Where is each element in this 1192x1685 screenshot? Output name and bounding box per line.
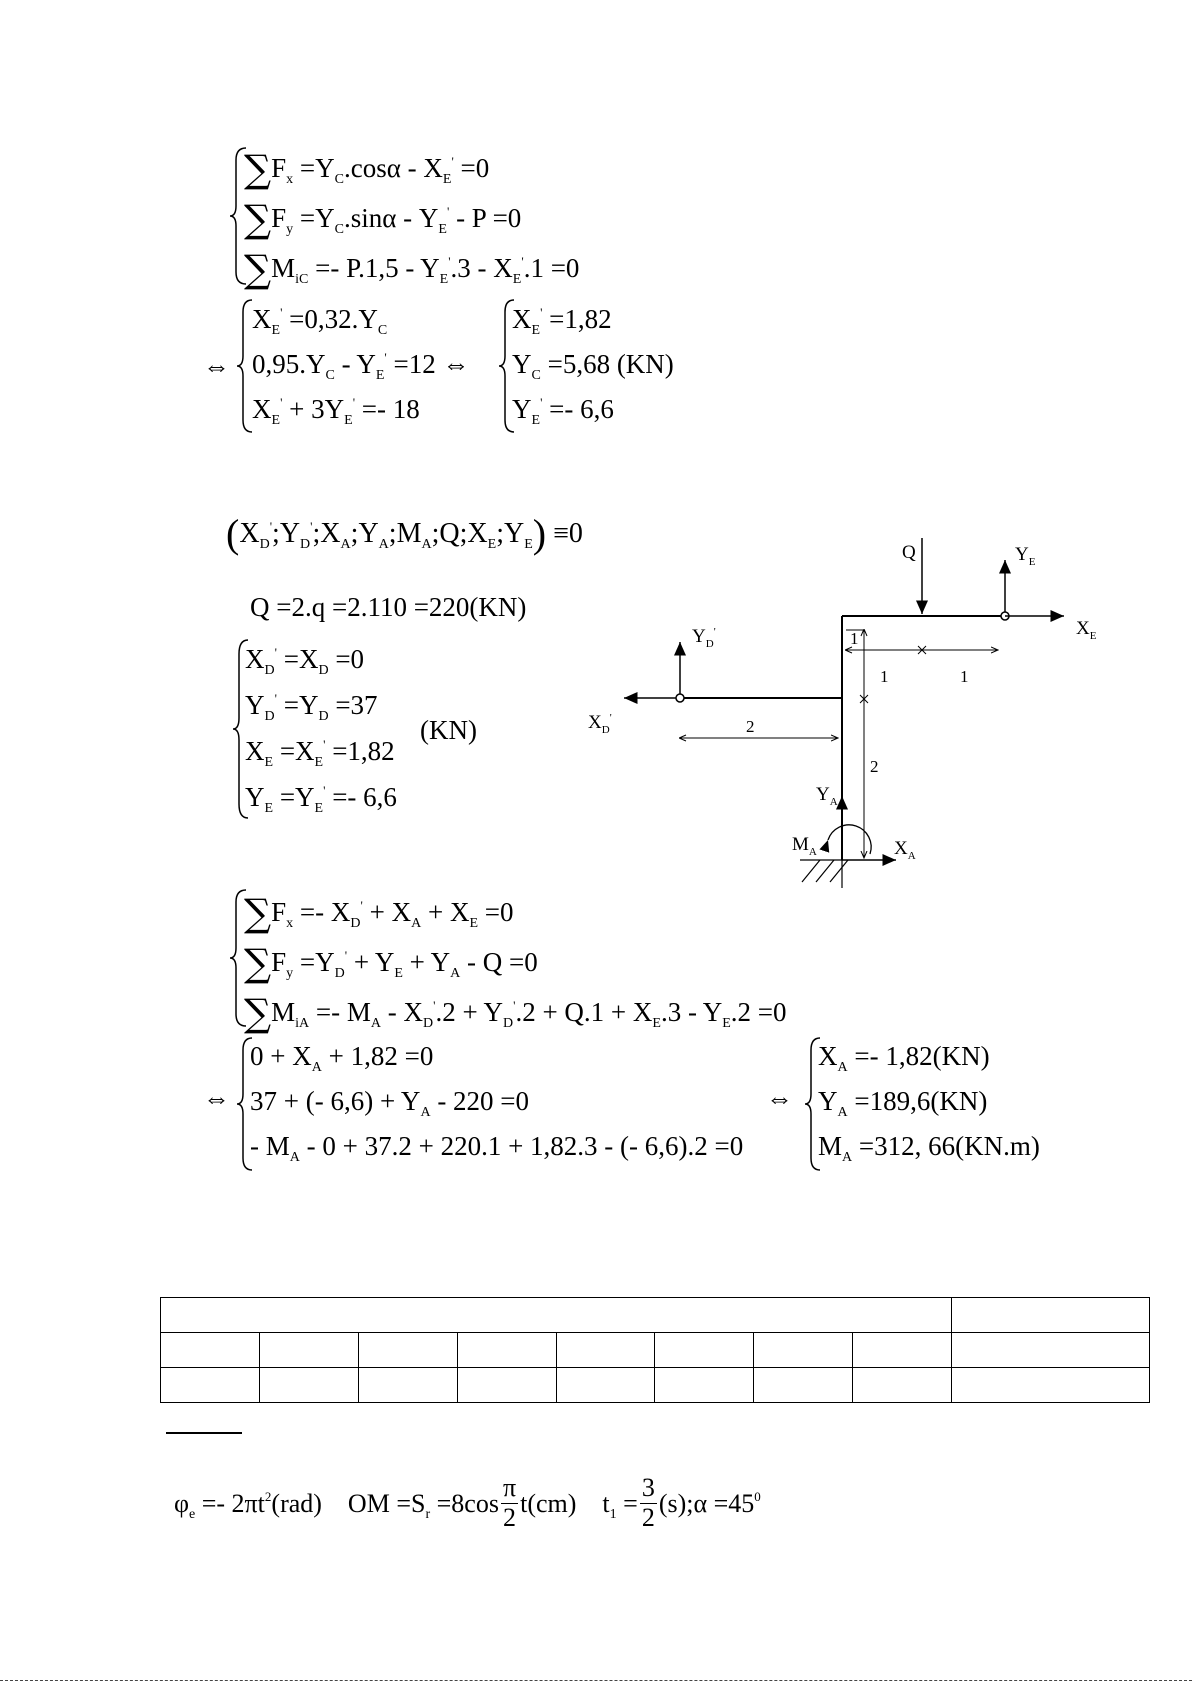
iff-symbol-3: ⇔ [203, 1083, 230, 1113]
unit-kn: (KN) [420, 715, 477, 745]
angle-phi: $\varphi_e =- 2\pi t^2(rad)$ [174, 1488, 322, 1522]
table-cell [358, 1368, 457, 1403]
label-xe: $X_E$ [1076, 618, 1097, 642]
equation-substituted-2: 37 + (- $6,6) + Y_A - 220 =0$ [250, 1086, 530, 1120]
label-xa: $X_A$ [894, 838, 916, 862]
time-and-angle: $t_1$ = $\frac{3}{2}$ (s);α $=45^0$ [602, 1473, 761, 1532]
result-xe: $X_E' =1,82$ [512, 304, 612, 338]
label-dim-1b: 1 [880, 667, 889, 686]
equation-xd: $X_D' =X_D =0$ [245, 644, 365, 678]
result-xa: $X_A =- 1,82(KN)$ [818, 1041, 990, 1075]
frame-free-body-diagram [580, 538, 1100, 898]
label-dim-1c: 1 [960, 667, 969, 686]
result-yc: $Y_C =5,68$ (KN) [512, 349, 674, 383]
table-cell [556, 1333, 655, 1368]
table-cell [161, 1298, 952, 1333]
equation-yc-ye: $0,95.Y_C - Y_E' =12$ ⇔ [252, 349, 470, 383]
table-cell [259, 1333, 358, 1368]
equation-sum-fx-1: $\sum F_x =Y_C.\cos\alpha - X_E' =0$ [244, 147, 490, 191]
equation-xe-prime: $X_E' =0,32.Y_C$ [252, 304, 388, 338]
iff-symbol-1: ⇔ [203, 351, 230, 381]
label-dim-2b: 2 [870, 757, 879, 776]
label-ye: $Y_E$ [1015, 544, 1036, 568]
q-calculation: Q =2.q =2.110 =220(KN) [250, 592, 527, 622]
dimension-lines [680, 630, 998, 858]
given-equations [174, 1474, 761, 1532]
equation-sum-fy-2: $\sum F_y =Y_D' + Y_E + Y_A - Q =0$ [244, 941, 538, 985]
table-cell [161, 1333, 260, 1368]
table-cell [754, 1368, 853, 1403]
blank-grid-table [160, 1297, 1150, 1403]
result-ma: $M_A =312$, 66(KN.m) [818, 1131, 1040, 1165]
label-yd: $Y_D'$ [692, 626, 716, 650]
equation-substituted-1: $0 + X_A + 1,82 =0$ [250, 1041, 434, 1075]
sigma-symbol: ∑ [244, 147, 272, 191]
joint-d [676, 694, 684, 702]
table-cell [952, 1333, 1150, 1368]
displacement-om: OM $=S_r =8\cos$ $\frac{\pi}{2}$ t(cm) [347, 1473, 577, 1532]
force-system-equivalence: $(X_D';Y_D';X_A;Y_A;M_A;Q;X_E;Y_E) \equiv 0$ [226, 511, 583, 556]
equation-ye: $Y_E =Y_E' =- 6,6$ [245, 782, 397, 816]
table-row [161, 1333, 1150, 1368]
label-ma: $M_A$ [792, 834, 817, 858]
equation-sum-mia: $\sum M_{iA} =- M_A - X_D'.2 + Y_D'.2 + Q.1 + X_E.3 - Y_E.2 =0$ [244, 991, 787, 1035]
result-ya: $Y_A =189,6(KN)$ [818, 1086, 988, 1120]
label-ya: $Y_A$ [816, 784, 838, 808]
table-cell [952, 1368, 1150, 1403]
equation-substituted-3: - $M_A - 0 + 37.2 + 220.1 + 1,82.3$ - (- 6,6).2 =0 [250, 1131, 744, 1165]
table-cell [952, 1298, 1150, 1333]
label-xd: $X_D'$ [588, 712, 612, 736]
equation-sum-fx-2: $\sum F_x =- X_D' + X_A + X_E =0$ [244, 891, 514, 935]
heading-underline [166, 1432, 242, 1434]
table-cell [259, 1368, 358, 1403]
table-row [161, 1368, 1150, 1403]
equation-sum-mic-1: $\sum M_{iC} =- P.1,5 - Y_E'.3 - X_E'.1 =0$ [244, 247, 580, 291]
table-cell [358, 1333, 457, 1368]
iff-symbol-4: ⇔ [766, 1083, 793, 1113]
page-bottom-rule [0, 1680, 1192, 1681]
table-cell [853, 1368, 952, 1403]
table-cell [457, 1368, 556, 1403]
table-cell [556, 1368, 655, 1403]
label-dim-2a: 2 [746, 717, 755, 736]
table-cell [655, 1333, 754, 1368]
fixed-support-hatch [800, 860, 848, 888]
equation-xe-3ye: $X_E' + 3Y_E' =- 18$ [252, 394, 420, 428]
label-dim-1a: 1 [850, 629, 859, 648]
iff-symbol-2: ⇔ [442, 349, 470, 379]
equation-yd: $Y_D' =Y_D =37$ [245, 690, 378, 724]
table-row [161, 1298, 1150, 1333]
label-q: Q [902, 542, 916, 563]
equation-sum-fy-1: $\sum F_y =Y_C.\sin\alpha - Y_E' - P =0$ [244, 197, 522, 241]
table-cell [853, 1333, 952, 1368]
table-cell [655, 1368, 754, 1403]
table-cell [161, 1368, 260, 1403]
ma-moment-arrow [828, 825, 871, 854]
result-ye: $Y_E' =- 6,6$ [512, 394, 614, 428]
table-cell [754, 1333, 853, 1368]
table-cell [457, 1333, 556, 1368]
equation-xe: $X_E =X_E' =1,82$ [245, 736, 395, 770]
